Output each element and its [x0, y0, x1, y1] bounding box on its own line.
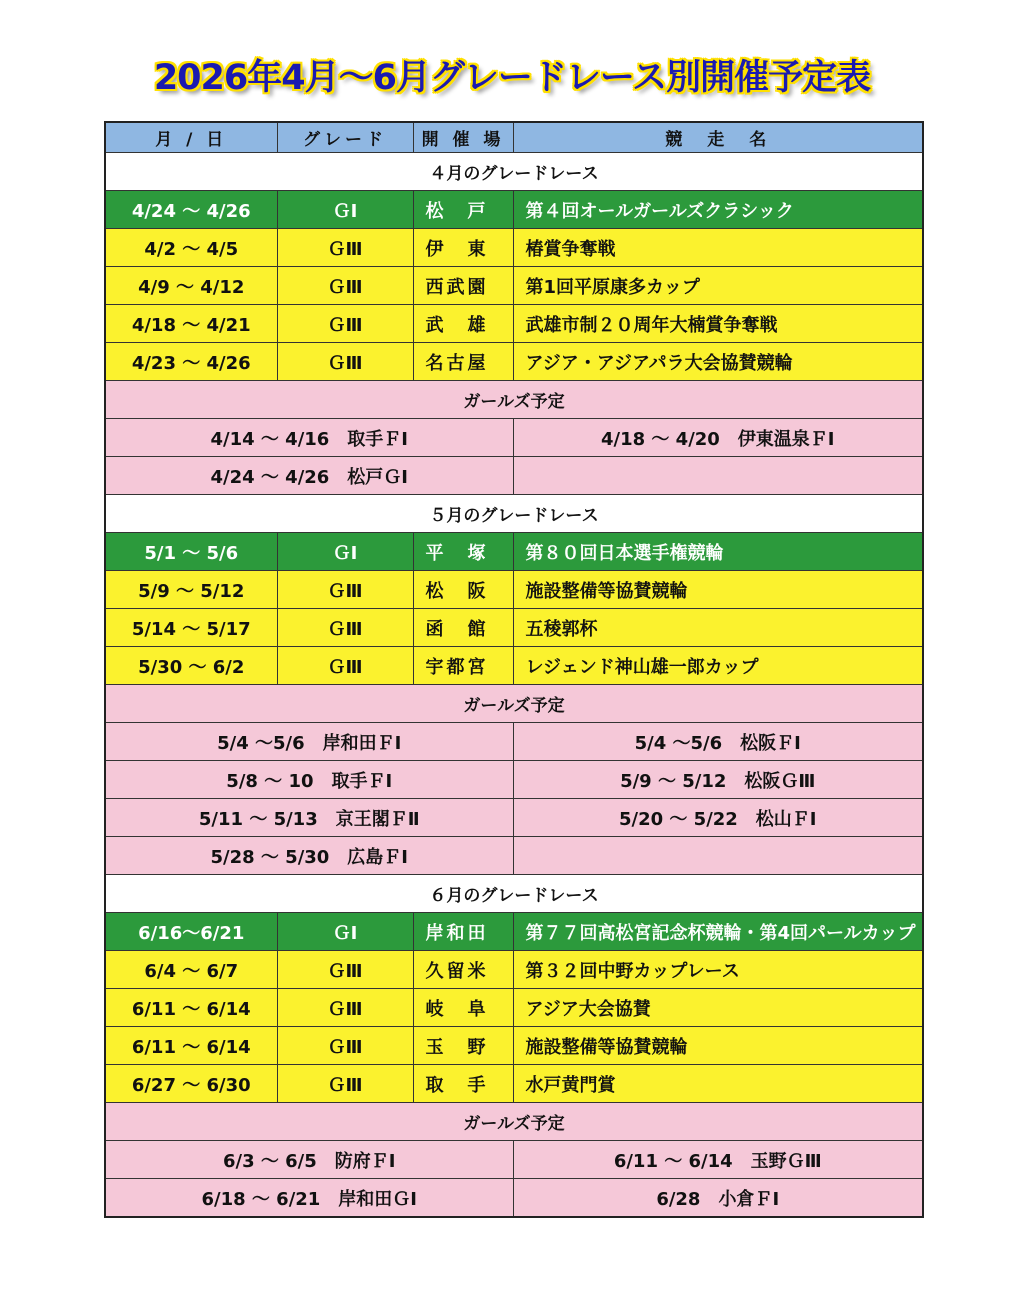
race-venue-char: 田 — [467, 922, 486, 944]
race-name: 椿賞争奪戦 — [513, 229, 923, 267]
race-venue-char: 函 — [425, 618, 444, 640]
girls-row — [105, 1179, 923, 1218]
race-venue-char: 戸 — [467, 200, 486, 222]
race-row — [105, 1027, 923, 1065]
girls-entry-left: 4/14 ～ 4/16 取手ＦⅠ — [105, 419, 513, 457]
race-row — [105, 305, 923, 343]
girls-entry-right: 5/20 ～ 5/22 松山ＦⅠ — [513, 799, 923, 837]
race-venue-char: 西 — [425, 276, 444, 298]
race-grade: ＧⅠ — [277, 913, 413, 951]
girls-entry-right: 5/9 ～ 5/12 松阪ＧⅢ — [513, 761, 923, 799]
race-row — [105, 609, 923, 647]
race-name: 第1回平原康多カップ — [513, 267, 923, 305]
race-venue-char: 都 — [446, 656, 465, 678]
race-venue-chars — [426, 957, 486, 983]
race-venue-char: 伊 — [425, 238, 444, 260]
race-venue-char: 平 — [425, 542, 444, 564]
race-venue — [413, 1065, 513, 1103]
race-date: 6/16～6/21 — [105, 913, 277, 951]
race-date: 4/2 ～ 4/5 — [105, 229, 277, 267]
girls-entry-right: 5/4 ～5/6 松阪ＦⅠ — [513, 723, 923, 761]
race-grade: ＧⅢ — [277, 1065, 413, 1103]
header-date: 月 / 日 — [105, 122, 277, 153]
race-name: 五稜郭杯 — [513, 609, 923, 647]
race-grade: ＧⅢ — [277, 609, 413, 647]
race-row — [105, 343, 923, 381]
race-venue-char: 手 — [467, 1074, 486, 1096]
race-name: 第７７回高松宮記念杯競輪・第4回パールカップ — [513, 913, 923, 951]
race-venue-char: 米 — [467, 960, 486, 982]
race-venue-char: 名 — [425, 352, 444, 374]
girls-entry-left: 5/11 ～ 5/13 京王閣ＦⅡ — [105, 799, 513, 837]
girls-row — [105, 723, 923, 761]
race-date: 4/9 ～ 4/12 — [105, 267, 277, 305]
race-venue-chars — [426, 539, 486, 565]
race-venue-char: 宇 — [425, 656, 444, 678]
race-venue — [413, 229, 513, 267]
race-venue-char: 玉 — [425, 1036, 444, 1058]
race-name: 施設整備等協賛競輪 — [513, 571, 923, 609]
race-venue — [413, 305, 513, 343]
girls-row — [105, 837, 923, 875]
girls-header-row — [105, 381, 923, 419]
girls-row — [105, 457, 923, 495]
race-venue — [413, 609, 513, 647]
schedule-table — [104, 121, 924, 1218]
race-grade: ＧⅢ — [277, 951, 413, 989]
month-section-title: ４月のグレードレース — [105, 153, 923, 191]
girls-row — [105, 1141, 923, 1179]
race-venue — [413, 191, 513, 229]
race-row — [105, 951, 923, 989]
race-venue-char: 和 — [446, 922, 465, 944]
race-date: 5/14 ～ 5/17 — [105, 609, 277, 647]
race-name: 第４回オールガールズクラシック — [513, 191, 923, 229]
race-row — [105, 229, 923, 267]
race-date: 5/9 ～ 5/12 — [105, 571, 277, 609]
race-grade: ＧⅢ — [277, 647, 413, 685]
race-row — [105, 989, 923, 1027]
girls-entry-right: 6/11 ～ 6/14 玉野ＧⅢ — [513, 1141, 923, 1179]
race-venue-chars — [426, 1033, 486, 1059]
girls-row — [105, 761, 923, 799]
race-venue — [413, 647, 513, 685]
race-venue — [413, 343, 513, 381]
race-venue-char: 古 — [446, 352, 465, 374]
race-venue-char: 松 — [425, 200, 444, 222]
header-row — [105, 122, 923, 153]
race-date: 4/24 ～ 4/26 — [105, 191, 277, 229]
girls-header: ガールズ予定 — [105, 685, 923, 723]
race-venue-char: 塚 — [467, 542, 486, 564]
race-venue-char: 久 — [425, 960, 444, 982]
race-venue-char: 野 — [467, 1036, 486, 1058]
girls-entry-right — [513, 837, 923, 875]
race-date: 5/30 ～ 6/2 — [105, 647, 277, 685]
race-venue — [413, 913, 513, 951]
race-venue-chars — [426, 1071, 486, 1097]
race-name: アジア・アジアパラ大会協賛競輪 — [513, 343, 923, 381]
race-venue — [413, 1027, 513, 1065]
girls-row — [105, 799, 923, 837]
race-venue — [413, 571, 513, 609]
race-venue-char: 園 — [467, 276, 486, 298]
girls-entry-right — [513, 457, 923, 495]
race-name: 第８０回日本選手権競輪 — [513, 533, 923, 571]
race-date: 6/4 ～ 6/7 — [105, 951, 277, 989]
header-venue: 開 催 場 — [413, 122, 513, 153]
race-grade: ＧⅢ — [277, 1027, 413, 1065]
race-grade: ＧⅠ — [277, 533, 413, 571]
race-name: 水戸黄門賞 — [513, 1065, 923, 1103]
race-venue-char: 武 — [446, 276, 465, 298]
race-venue-chars — [426, 919, 486, 945]
race-venue-chars — [426, 615, 486, 641]
race-name: レジェンド神山雄一郎カップ — [513, 647, 923, 685]
header-race-name: 競 走 名 — [513, 122, 923, 153]
race-grade: ＧⅢ — [277, 343, 413, 381]
race-grade: ＧⅢ — [277, 229, 413, 267]
race-venue-char: 宮 — [467, 656, 486, 678]
race-venue-char: 岸 — [425, 922, 444, 944]
race-venue — [413, 989, 513, 1027]
race-venue-chars — [426, 577, 486, 603]
race-venue-chars — [426, 197, 486, 223]
race-row — [105, 267, 923, 305]
race-date: 6/11 ～ 6/14 — [105, 1027, 277, 1065]
page-title: 2026年4月～6月グレードレース別開催予定表 — [153, 58, 871, 98]
race-venue-chars — [426, 311, 486, 337]
girls-entry-left: 5/28 ～ 5/30 広島ＦⅠ — [105, 837, 513, 875]
girls-entry-left: 5/8 ～ 10 取手ＦⅠ — [105, 761, 513, 799]
race-name: 第３２回中野カップレース — [513, 951, 923, 989]
race-venue — [413, 267, 513, 305]
race-name: アジア大会協賛 — [513, 989, 923, 1027]
race-venue — [413, 533, 513, 571]
girls-entry-left: 6/3 ～ 6/5 防府ＦⅠ — [105, 1141, 513, 1179]
race-venue-char: 屋 — [467, 352, 486, 374]
month-section-title: ５月のグレードレース — [105, 495, 923, 533]
race-row — [105, 647, 923, 685]
race-venue-char: 武 — [425, 314, 444, 336]
race-grade: ＧⅢ — [277, 305, 413, 343]
month-section-row — [105, 875, 923, 913]
race-grade: ＧⅢ — [277, 989, 413, 1027]
race-date: 6/11 ～ 6/14 — [105, 989, 277, 1027]
race-venue-char: 松 — [425, 580, 444, 602]
girls-header: ガールズ予定 — [105, 1103, 923, 1141]
race-grade: ＧⅠ — [277, 191, 413, 229]
race-venue — [413, 951, 513, 989]
schedule-body — [105, 153, 923, 1218]
race-grade: ＧⅢ — [277, 267, 413, 305]
race-grade: ＧⅢ — [277, 571, 413, 609]
race-venue-chars — [426, 349, 486, 375]
race-name: 施設整備等協賛競輪 — [513, 1027, 923, 1065]
race-name: 武雄市制２０周年大楠賞争奪戦 — [513, 305, 923, 343]
race-venue-chars — [426, 653, 486, 679]
race-venue-char: 留 — [446, 960, 465, 982]
girls-header-row — [105, 685, 923, 723]
race-venue-char: 東 — [467, 238, 486, 260]
girls-entry-left: 6/18 ～ 6/21 岸和田ＧⅠ — [105, 1179, 513, 1218]
girls-header: ガールズ予定 — [105, 381, 923, 419]
month-section-row — [105, 153, 923, 191]
race-row — [105, 913, 923, 951]
race-venue-chars — [426, 273, 486, 299]
race-date: 5/1 ～ 5/6 — [105, 533, 277, 571]
month-section-row — [105, 495, 923, 533]
race-date: 6/27 ～ 6/30 — [105, 1065, 277, 1103]
race-venue-char: 阜 — [467, 998, 486, 1020]
race-date: 4/18 ～ 4/21 — [105, 305, 277, 343]
girls-row — [105, 419, 923, 457]
race-date: 4/23 ～ 4/26 — [105, 343, 277, 381]
girls-entry-right: 4/18 ～ 4/20 伊東温泉ＦⅠ — [513, 419, 923, 457]
girls-entry-left: 4/24 ～ 4/26 松戸ＧⅠ — [105, 457, 513, 495]
girls-header-row — [105, 1103, 923, 1141]
race-row — [105, 571, 923, 609]
race-venue-char: 館 — [467, 618, 486, 640]
race-venue-char: 阪 — [467, 580, 486, 602]
race-row — [105, 191, 923, 229]
race-venue-chars — [426, 995, 486, 1021]
month-section-title: ６月のグレードレース — [105, 875, 923, 913]
girls-entry-left: 5/4 ～5/6 岸和田ＦⅠ — [105, 723, 513, 761]
race-venue-char: 岐 — [425, 998, 444, 1020]
race-row — [105, 1065, 923, 1103]
race-venue-char: 雄 — [467, 314, 486, 336]
race-venue-char: 取 — [425, 1074, 444, 1096]
header-grade: グレード — [277, 122, 413, 153]
race-venue-chars — [426, 235, 486, 261]
girls-entry-right: 6/28 小倉ＦⅠ — [513, 1179, 923, 1218]
race-row — [105, 533, 923, 571]
